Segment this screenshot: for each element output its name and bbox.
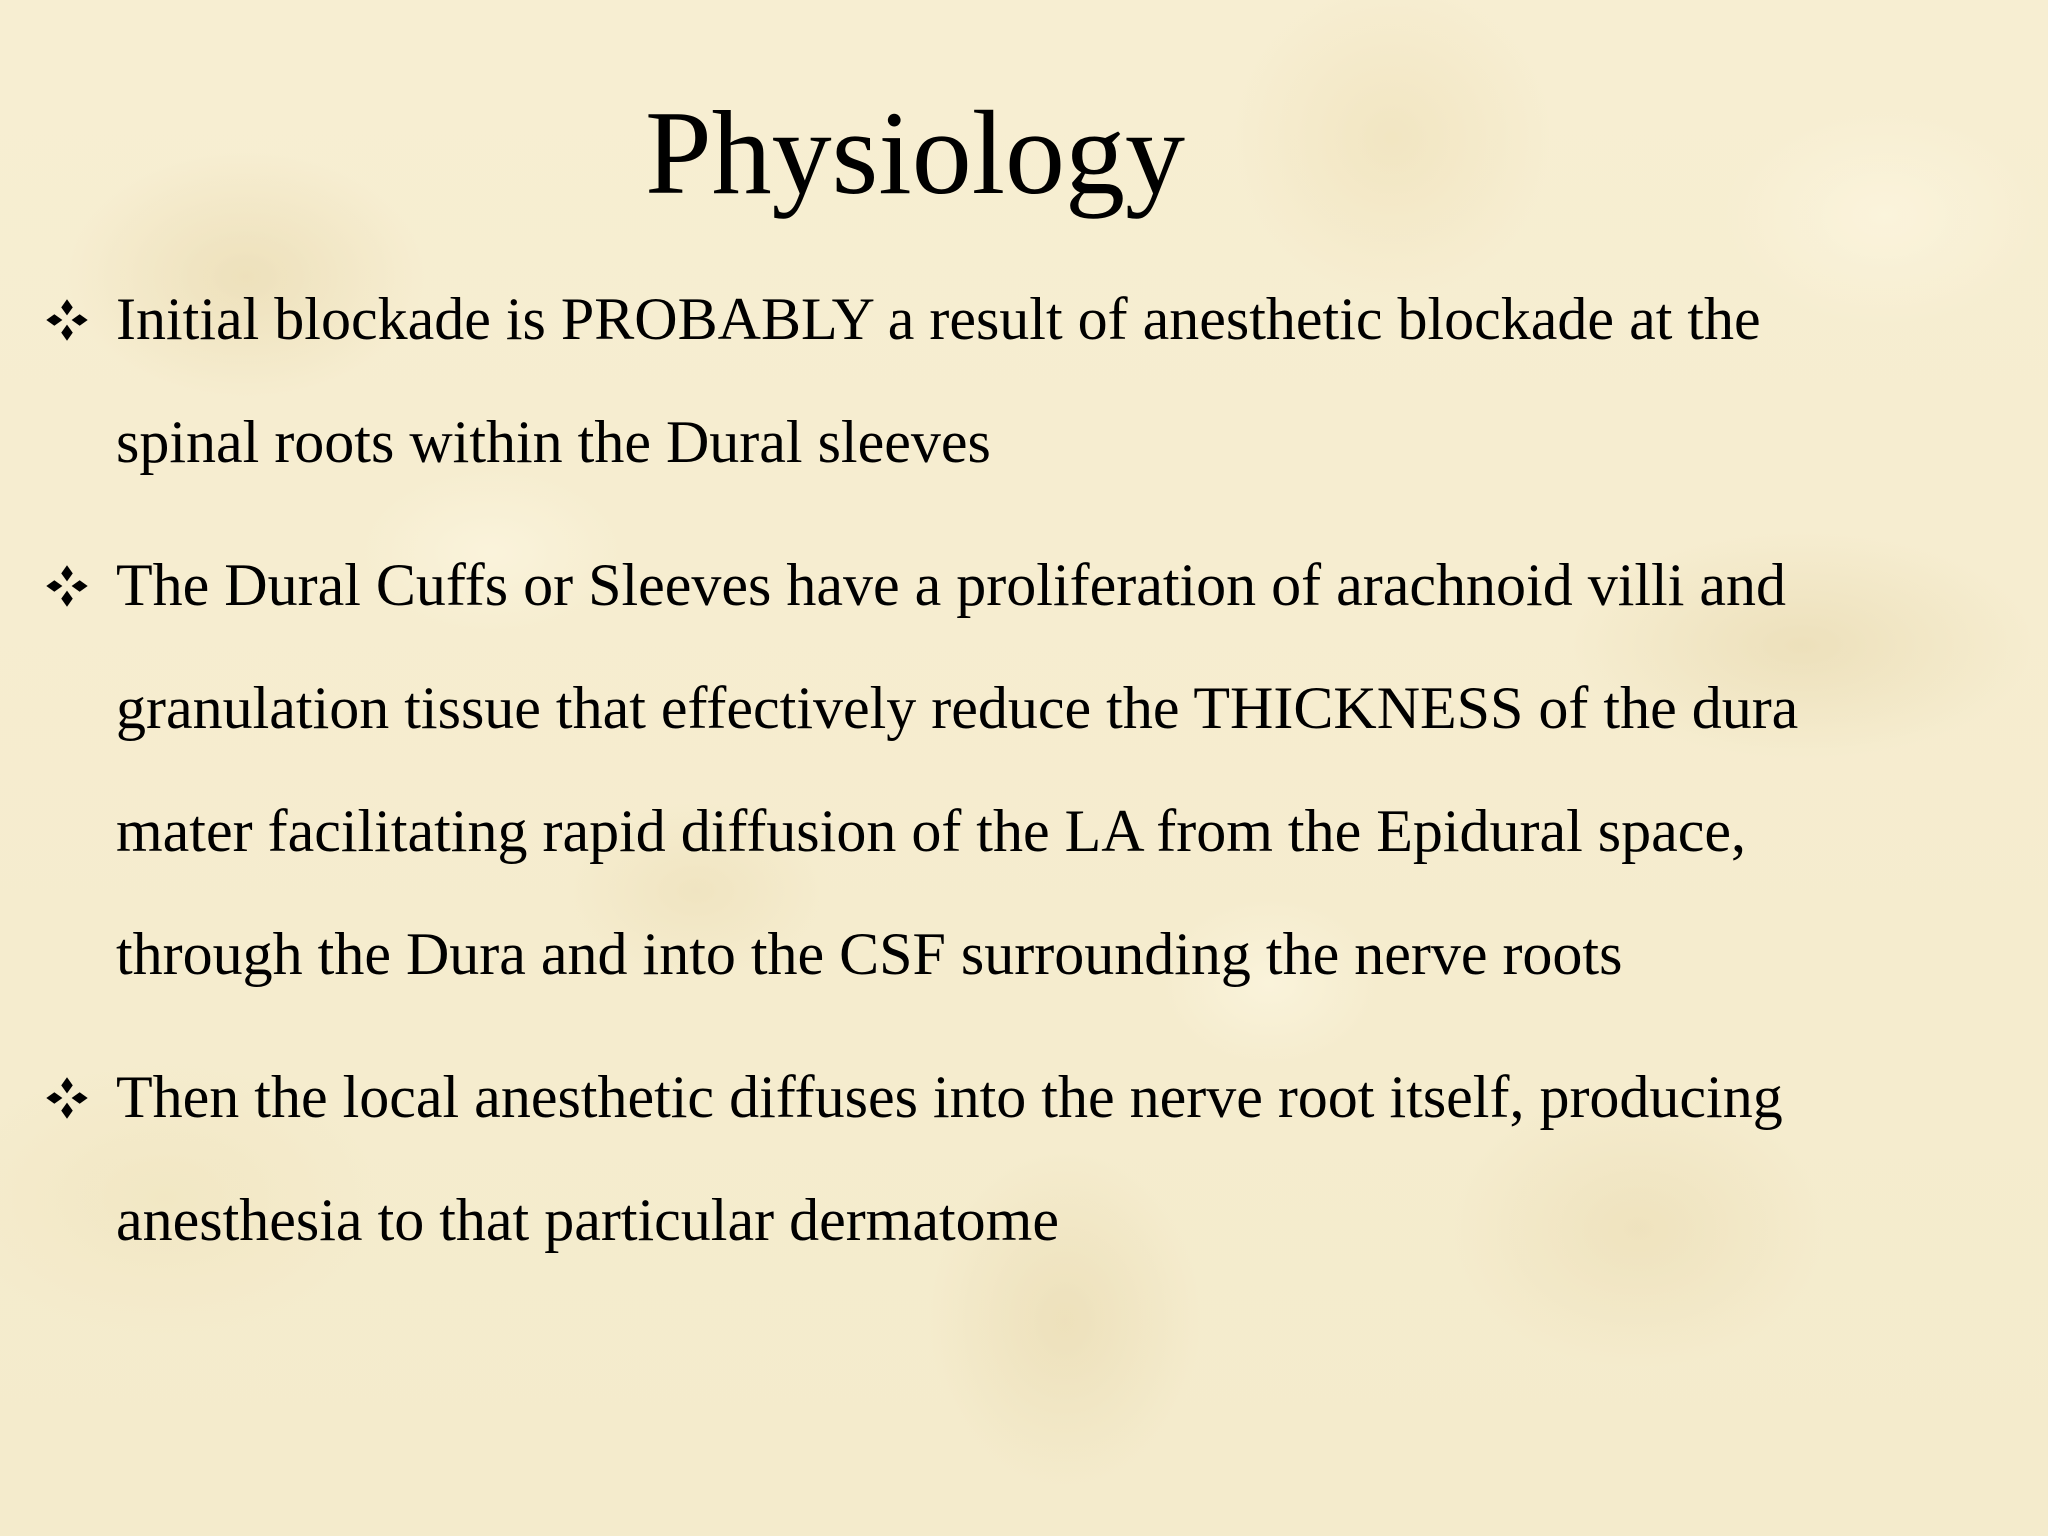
bullet-item [44, 258, 1904, 504]
bullet-text: The Dural Cuffs or Sleeves have a proliferation of arachnoid villi and granulation tissue that effectively reduce the THICKNESS of the dura mater facilitating rapid diffusion of the LA from the Epidural space, through the Dura and into the CSF surrounding the nerve roots [116, 552, 1799, 987]
four-diamond-bullet-icon [44, 524, 106, 647]
bullet-text: Then the local anesthetic diffuses into the nerve root itself, producing anesthesia to that particular dermatome [116, 1064, 1783, 1253]
four-diamond-bullet-icon [44, 258, 106, 381]
bullet-item [44, 524, 1904, 1016]
four-diamond-bullet-icon [44, 1036, 106, 1159]
bullet-list [44, 258, 1904, 1302]
bullet-text: Initial blockade is PROBABLY a result of anesthetic blockade at the spinal roots within the Dural sleeves [116, 286, 1761, 475]
bullet-item [44, 1036, 1904, 1282]
slide-title: Physiology [644, 86, 1186, 219]
